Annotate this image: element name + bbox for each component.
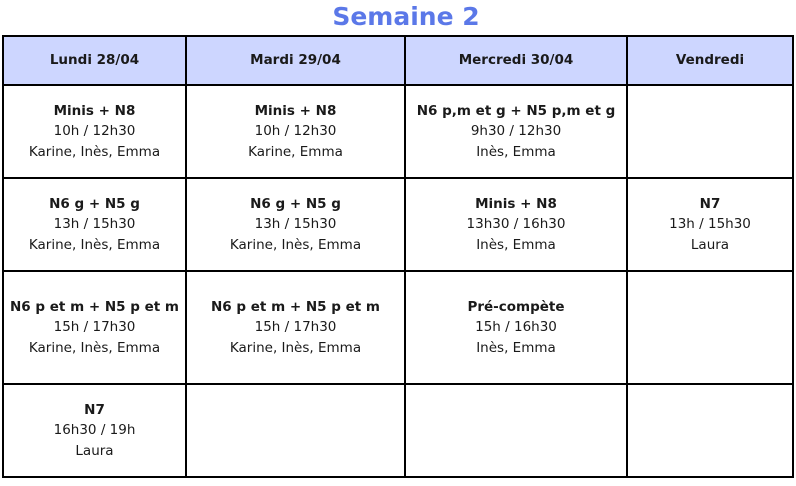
session-cell [405,85,627,178]
column-header-tuesday: Mardi 29/04 [186,36,405,85]
session-time: 10h / 12h30 [254,123,337,140]
session-coaches: Inès, Emma [476,143,556,160]
session-time: 13h / 15h30 [669,216,751,233]
schedule-table [2,35,794,478]
session-group: N6 p et m + N5 p et m [10,298,179,315]
session-time: 13h / 15h30 [254,216,337,233]
session-cell [186,271,405,384]
column-header-wednesday: Mercredi 30/04 [405,36,627,85]
session-cell [627,178,793,271]
empty-cell [405,384,627,477]
table-row [3,85,793,178]
session-time: 10h / 12h30 [53,123,136,140]
column-header-friday: Vendredi [627,36,793,85]
header-row [3,36,793,85]
session-coaches: Karine, Inès, Emma [229,236,362,253]
session-time: 9h30 / 12h30 [470,123,562,140]
session-time: 15h / 17h30 [53,319,136,336]
session-coaches: Laura [690,236,730,253]
empty-cell [186,384,405,477]
session-group: N6 g + N5 g [49,195,140,212]
session-time: 15h / 17h30 [254,319,337,336]
session-cell [3,271,186,384]
empty-cell [627,271,793,384]
table-row [3,384,793,477]
session-coaches: Laura [75,442,114,459]
session-time: 15h / 16h30 [475,319,557,336]
session-cell [405,271,627,384]
session-group: N6 p et m + N5 p et m [211,298,380,315]
session-cell [186,178,405,271]
session-cell [3,85,186,178]
session-group: Minis + N8 [254,102,337,119]
table-row [3,271,793,384]
session-cell [3,384,186,477]
session-group: N6 g + N5 g [250,195,341,212]
session-group: N6 p,m et g + N5 p,m et g [416,102,616,119]
column-header-monday: Lundi 28/04 [3,36,186,85]
session-coaches: Karine, Emma [248,143,343,160]
session-coaches: Karine, Inès, Emma [28,339,161,356]
session-time: 16h30 / 19h [53,422,136,439]
session-coaches: Karine, Inès, Emma [229,339,362,356]
session-group: Minis + N8 [475,195,557,212]
session-coaches: Karine, Inès, Emma [28,143,161,160]
page-title: Semaine 2 [332,2,480,31]
empty-cell [627,384,793,477]
session-coaches: Inès, Emma [476,339,556,356]
session-group: N7 [84,401,105,418]
session-group: Pré-compète [467,298,565,315]
session-group: Minis + N8 [53,102,136,119]
session-group: N7 [699,195,721,212]
empty-cell [627,85,793,178]
session-time: 13h / 15h30 [53,216,136,233]
session-cell [186,85,405,178]
session-coaches: Inès, Emma [476,236,556,253]
session-cell [405,178,627,271]
table-row [3,178,793,271]
session-time: 13h30 / 16h30 [466,216,566,233]
session-coaches: Karine, Inès, Emma [28,236,161,253]
session-cell [3,178,186,271]
